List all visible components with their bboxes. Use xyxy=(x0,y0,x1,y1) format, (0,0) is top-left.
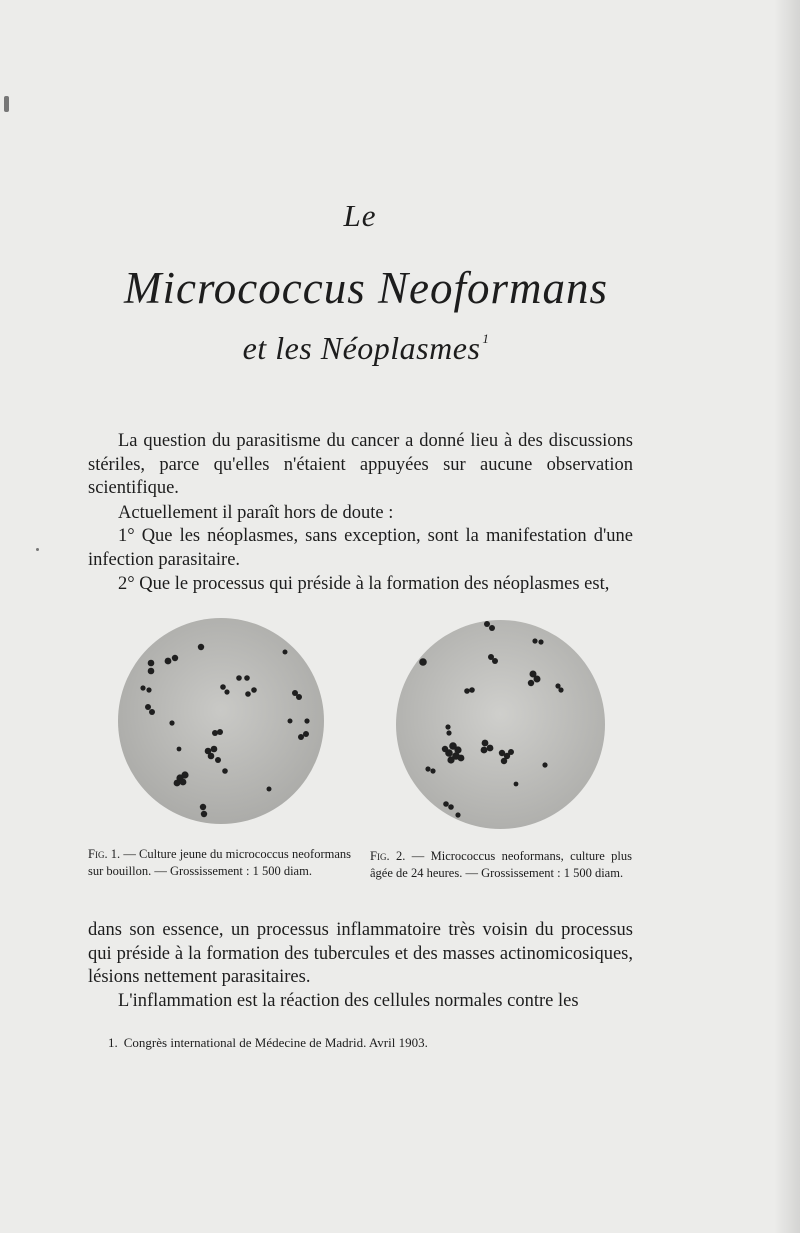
scan-speck xyxy=(4,96,9,112)
subtitle-footnote-marker: 1 xyxy=(482,331,490,346)
paragraph-point-one: 1° Que les néoplasmes, sans exception, sont la manifestation d'une infection parasitaire. xyxy=(88,526,633,570)
title-main: Micrococcus Neoformans xyxy=(124,263,608,313)
footnote xyxy=(108,1035,628,1051)
title-subtitle xyxy=(0,330,732,367)
title-article: Le xyxy=(343,198,377,233)
figure-2-caption xyxy=(370,848,632,881)
page-edge-shadow xyxy=(774,0,800,1233)
paragraph-inflammation: L'inflammation est la réaction des cellules normales contre les xyxy=(118,991,579,1011)
figure-2-caption-text: Micrococcus neoformans, culture plus âgée de 24 heures. — Grossissement : 1 500 diam. xyxy=(370,849,633,880)
footnote-text: Congrès international de Médecine de Madrid. Avril 1903. xyxy=(123,1035,428,1050)
subtitle-text: et les Néoplasmes xyxy=(242,330,481,366)
figure-1-label: Fig. 1. — xyxy=(88,847,136,861)
figure-1-caption xyxy=(88,846,351,879)
scan-speck xyxy=(36,548,39,551)
paragraph-point-two: 2° Que le processus qui préside à la formation des néoplasmes est, xyxy=(118,574,610,594)
figure-1-micrograph xyxy=(117,617,325,825)
figure-1-caption-text: Culture jeune du micrococcus neoformans sur bouillon. — Grossissement : 1 500 diam. xyxy=(88,847,351,878)
paragraph-intro: La question du parasitisme du cancer a donné lieu à des discussions stériles, parce qu'elles n'étaient appuyées sur aucune observation scientifique. xyxy=(88,431,633,498)
figure-2-micrograph xyxy=(395,619,606,830)
figure-2-label: Fig. 2. — xyxy=(370,849,425,863)
paragraph-continuation: dans son essence, un processus inflammatoire très voisin du processus qui préside à la formation des tubercules et des masses actinomicosiques, lésions nettement parasitaires. xyxy=(88,920,633,987)
footnote-number: 1. xyxy=(108,1035,118,1050)
paragraph-actuellement: Actuellement il paraît hors de doute : xyxy=(118,503,394,523)
